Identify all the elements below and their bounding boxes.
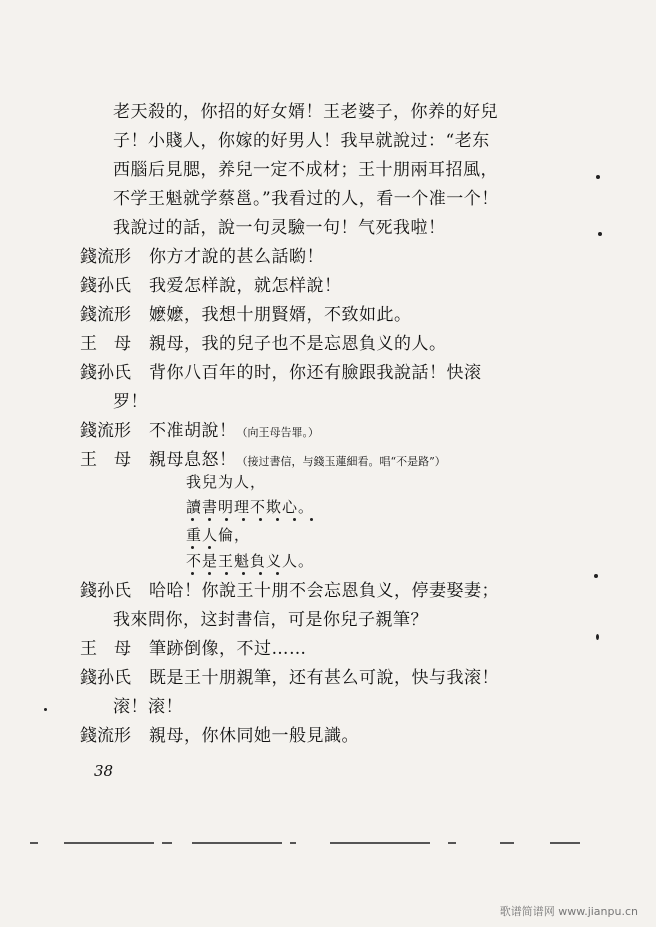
lyric-line: 重人倫， — [186, 526, 251, 544]
stage-direction: （接过書信，与錢玉蓮細看。唱“不是路”） — [236, 455, 446, 468]
lyric-line: 不是王魁負义人。 — [186, 552, 315, 570]
scan-speck — [594, 574, 598, 578]
scan-speck — [596, 634, 599, 640]
body-line: 老天殺的，你招的好女婿！王老婆子，你养的好兒 — [113, 102, 498, 122]
emphasis-dots — [186, 518, 326, 522]
dialogue-line: 滚！滚！ — [113, 697, 183, 717]
dialogue-line: 背你八百年的时，你还有臉跟我說話！快滚 — [149, 363, 482, 383]
body-line: 子！小賤人，你嫁的好男人！我早就說过：“老东 — [113, 131, 490, 151]
lyric-line: 讀書明理不欺心。 — [186, 498, 315, 516]
dialogue-line: 你方才說的甚么話喲！ — [149, 247, 324, 267]
dialogue-line: 既是王十朋親筆，还有甚么可說，快与我滚！ — [149, 668, 499, 688]
dialogue-line: 罗！ — [113, 392, 148, 412]
speaker-name: 錢流形 — [80, 247, 131, 267]
speaker-name: 錢流形 — [80, 421, 131, 441]
dialogue-line: 親母，你休同她一般見識。 — [149, 726, 359, 746]
dialogue-line — [149, 420, 319, 444]
speaker-name: 王 母 — [80, 450, 131, 470]
scan-speck — [598, 232, 602, 236]
dialogue-line: 哈哈！你說王十朋不会忘恩負义，停妻娶妻； — [149, 581, 499, 601]
dialogue-line: 筆跡倒像，不过…… — [149, 639, 307, 659]
speaker-name: 王 母 — [80, 334, 131, 354]
body-line: 西腦后見腮，养兒一定不成材；王十朋兩耳招風， — [113, 160, 498, 180]
body-line: 不学王魁就学蔡邕。”我看过的人，看一个准一个！ — [113, 189, 499, 209]
speaker-name: 錢流形 — [80, 305, 131, 325]
speaker-name: 錢流形 — [80, 726, 131, 746]
speaker-name: 錢孙氏 — [80, 581, 131, 601]
dialogue-line — [149, 449, 446, 473]
lyric-line: 我兒为人， — [186, 473, 267, 491]
scan-speck — [44, 708, 47, 711]
speaker-name: 錢孙氏 — [80, 668, 131, 688]
speaker-name: 王 母 — [80, 639, 131, 659]
dialogue-text: 親母息怒！ — [149, 450, 237, 470]
dialogue-line: 嬷嬷，我想十朋賢婿，不致如此。 — [149, 305, 412, 325]
dialogue-line: 親母，我的兒子也不是忘恩負义的人。 — [149, 334, 447, 354]
stage-direction: （向王母告罪。） — [236, 426, 319, 439]
emphasis-dots — [186, 546, 246, 550]
watermark: 歌谱简谱网 www.jianpu.cn — [499, 905, 638, 918]
dialogue-line: 我來問你，这封書信，可是你兒子親筆？ — [113, 610, 428, 630]
scan-speck — [596, 175, 600, 179]
scan-noise — [30, 842, 590, 848]
body-line: 我說过的話，說一句灵驗一句！气死我啦！ — [113, 218, 446, 238]
page-number: 38 — [94, 762, 114, 780]
dialogue-text: 不准胡說！ — [149, 421, 237, 441]
dialogue-line: 我爱怎样說，就怎样說！ — [149, 276, 342, 296]
emphasis-dots — [186, 572, 316, 576]
speaker-name: 錢孙氏 — [80, 363, 131, 383]
speaker-name: 錢孙氏 — [80, 276, 131, 296]
